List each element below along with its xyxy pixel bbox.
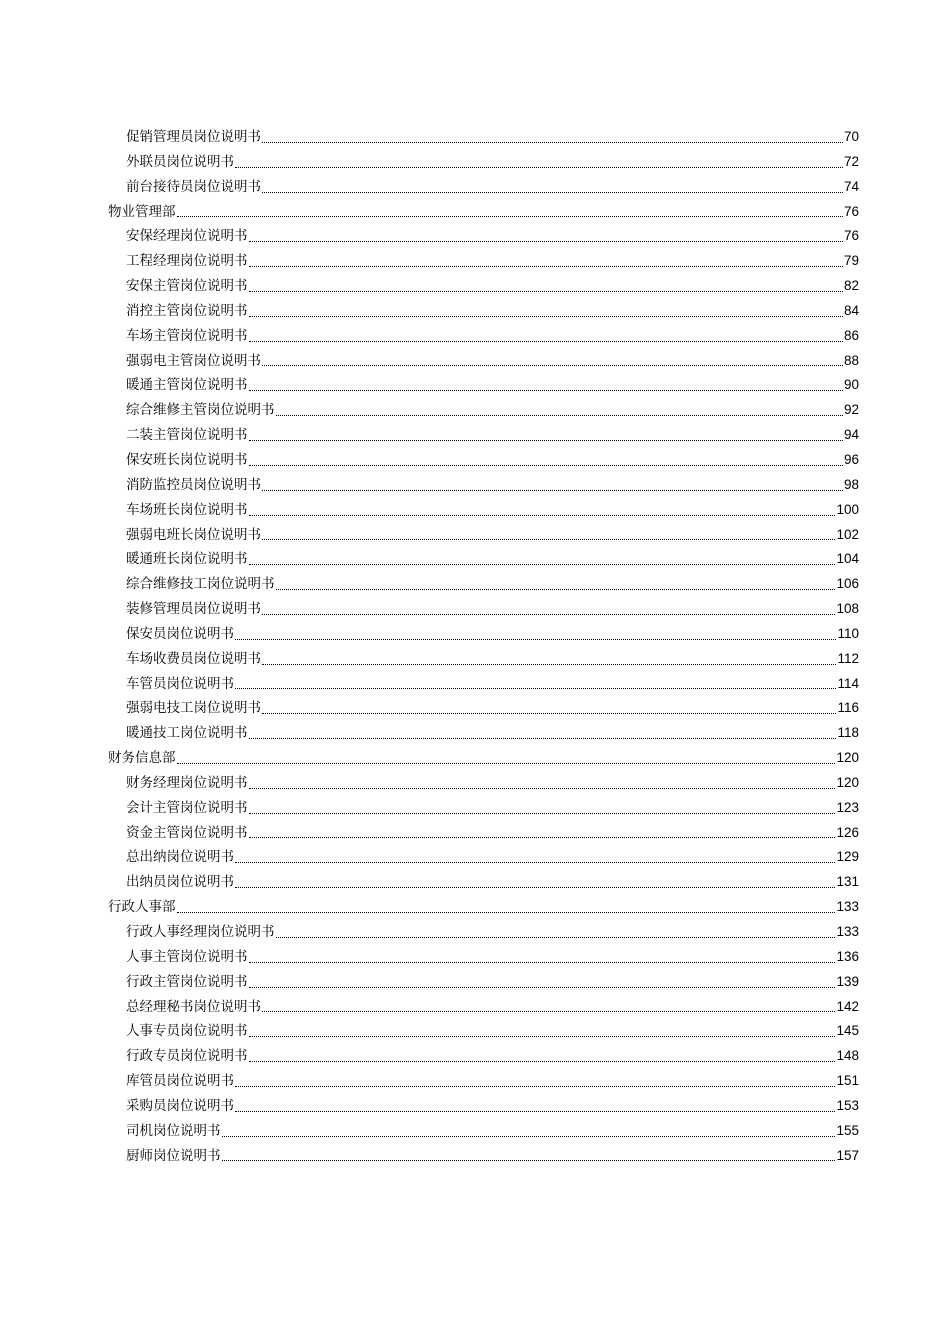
toc-entry-title: 会计主管岗位说明书: [126, 799, 248, 816]
toc-section-entry[interactable]: [108, 746, 859, 771]
toc-entry[interactable]: [108, 150, 859, 175]
toc-entry-title: 财务经理岗位说明书: [126, 774, 248, 791]
toc-entry[interactable]: [108, 299, 859, 324]
toc-entry[interactable]: [108, 821, 859, 846]
toc-entry-page-number: 100: [836, 501, 859, 517]
toc-entry-title: 车场班长岗位说明书: [126, 501, 248, 518]
toc-entry[interactable]: [108, 672, 859, 697]
toc-dot-leader: [276, 589, 836, 590]
toc-entry[interactable]: [108, 523, 859, 548]
toc-entry[interactable]: [108, 473, 859, 498]
toc-dot-leader: [235, 862, 835, 863]
toc-dot-leader: [235, 1111, 835, 1112]
toc-dot-leader: [249, 341, 843, 342]
toc-dot-leader: [249, 241, 843, 242]
toc-entry-title: 行政人事部: [108, 899, 176, 916]
toc-entry[interactable]: [108, 249, 859, 274]
toc-entry-page-number: 155: [836, 1122, 859, 1138]
toc-entry[interactable]: [108, 1044, 859, 1069]
toc-entry-title: 出纳员岗位说明书: [126, 874, 234, 891]
toc-entry-page-number: 120: [836, 774, 859, 790]
toc-entry-page-number: 88: [843, 352, 859, 368]
toc-entry-title: 物业管理部: [108, 203, 176, 220]
toc-entry-title: 消防监控员岗位说明书: [126, 476, 261, 493]
toc-dot-leader: [262, 490, 843, 491]
toc-entry-title: 促销管理员岗位说明书: [126, 129, 261, 145]
toc-entry-page-number: 96: [843, 451, 859, 467]
toc-entry-page-number: 126: [836, 824, 859, 840]
toc-entry-page-number: 108: [836, 601, 859, 617]
toc-dot-leader: [249, 1036, 836, 1037]
toc-entry[interactable]: [108, 1094, 859, 1119]
toc-entry[interactable]: [108, 224, 859, 249]
toc-entry-title: 总经理秘书岗位说明书: [126, 998, 261, 1015]
toc-entry-title: 车场收费员岗位说明书: [126, 650, 261, 667]
toc-dot-leader: [262, 614, 835, 615]
toc-entry-page-number: 118: [837, 725, 859, 741]
toc-entry-title: 车管员岗位说明书: [126, 675, 234, 692]
toc-entry-title: 强弱电主管岗位说明书: [126, 352, 261, 369]
toc-entry-page-number: 142: [836, 998, 859, 1014]
toc-entry[interactable]: [108, 696, 859, 721]
toc-entry[interactable]: [108, 622, 859, 647]
toc-entry-title: 暖通班长岗位说明书: [126, 551, 248, 568]
toc-entry-title: 厨师岗位说明书: [126, 1147, 221, 1164]
toc-entry-title: 财务信息部: [108, 750, 176, 767]
toc-dot-leader: [177, 216, 843, 217]
toc-entry-page-number: 136: [836, 948, 859, 964]
toc-entry[interactable]: [108, 1069, 859, 1094]
toc-entry-page-number: 153: [836, 1097, 859, 1113]
toc-dot-leader: [262, 1011, 835, 1012]
toc-entry[interactable]: [108, 125, 859, 150]
toc-entry-title: 保安员岗位说明书: [126, 625, 234, 642]
toc-entry-page-number: 82: [843, 278, 859, 294]
toc-entry-page-number: 76: [843, 203, 859, 219]
toc-dot-leader: [262, 713, 836, 714]
toc-entry-title: 司机岗位说明书: [126, 1122, 221, 1139]
toc-entry-page-number: 112: [837, 650, 859, 666]
toc-dot-leader: [249, 1061, 836, 1062]
toc-entry-page-number: 102: [836, 526, 859, 542]
toc-entry[interactable]: [108, 796, 859, 821]
toc-entry[interactable]: [108, 721, 859, 746]
toc-dot-leader: [262, 539, 835, 540]
toc-entry-title: 行政人事经理岗位说明书: [126, 924, 275, 940]
toc-entry[interactable]: [108, 945, 859, 970]
toc-entry-page-number: 157: [836, 1147, 859, 1163]
toc-entry[interactable]: [108, 1119, 859, 1144]
toc-entry[interactable]: [108, 970, 859, 995]
toc-entry-page-number: 86: [843, 327, 859, 343]
toc-dot-leader: [249, 440, 843, 441]
toc-entry[interactable]: [108, 572, 859, 597]
toc-entry[interactable]: [108, 771, 859, 796]
toc-entry-page-number: 84: [843, 302, 859, 318]
toc-dot-leader: [249, 465, 843, 466]
toc-entry[interactable]: [108, 1144, 859, 1169]
toc-dot-leader: [222, 1136, 836, 1137]
toc-entry-page-number: 129: [836, 849, 859, 865]
toc-entry-title: 库管员岗位说明书: [126, 1073, 234, 1090]
toc-entry-page-number: 106: [836, 576, 859, 592]
toc-entry[interactable]: [108, 398, 859, 423]
toc-entry-page-number: 92: [843, 402, 859, 418]
toc-entry-title: 暖通主管岗位说明书: [126, 377, 248, 394]
toc-dot-leader: [249, 390, 843, 391]
toc-entry-page-number: 133: [836, 924, 859, 939]
toc-entry[interactable]: [108, 920, 859, 945]
toc-dot-leader: [249, 837, 836, 838]
toc-dot-leader: [177, 912, 836, 913]
toc-entry-title: 消控主管岗位说明书: [126, 302, 248, 319]
toc-entry[interactable]: [108, 498, 859, 523]
toc-dot-leader: [235, 639, 836, 640]
toc-entry-page-number: 90: [843, 377, 859, 393]
toc-dot-leader: [249, 564, 836, 565]
toc-dot-leader: [262, 142, 843, 143]
toc-dot-leader: [249, 962, 836, 963]
toc-entry[interactable]: [108, 870, 859, 895]
toc-entry-page-number: 145: [836, 1023, 859, 1039]
toc-dot-leader: [276, 937, 836, 938]
toc-entry-title: 保安班长岗位说明书: [126, 451, 248, 468]
toc-entry-title: 安保主管岗位说明书: [126, 278, 248, 295]
table-of-contents: [108, 125, 859, 1168]
toc-entry-title: 强弱电技工岗位说明书: [126, 700, 261, 717]
toc-dot-leader: [249, 266, 843, 267]
toc-entry-page-number: 70: [843, 129, 859, 144]
toc-entry-title: 车场主管岗位说明书: [126, 327, 248, 344]
toc-entry-title: 综合维修技工岗位说明书: [126, 576, 275, 593]
toc-entry[interactable]: [108, 1019, 859, 1044]
toc-dot-leader: [235, 887, 835, 888]
toc-dot-leader: [262, 192, 843, 193]
toc-dot-leader: [177, 763, 836, 764]
toc-entry[interactable]: [108, 845, 859, 870]
toc-entry-title: 采购员岗位说明书: [126, 1097, 234, 1114]
toc-entry-page-number: 98: [843, 476, 859, 492]
toc-dot-leader: [249, 738, 837, 739]
toc-entry-page-number: 139: [836, 973, 859, 989]
toc-entry[interactable]: [108, 423, 859, 448]
toc-entry-page-number: 114: [837, 675, 859, 691]
toc-entry-title: 资金主管岗位说明书: [126, 824, 248, 841]
toc-entry-page-number: 148: [836, 1048, 859, 1064]
toc-entry-page-number: 104: [836, 551, 859, 567]
toc-entry-page-number: 151: [836, 1073, 859, 1089]
toc-dot-leader: [262, 664, 836, 665]
toc-entry-page-number: 116: [837, 700, 859, 716]
toc-entry-title: 人事主管岗位说明书: [126, 948, 248, 965]
toc-entry-title: 工程经理岗位说明书: [126, 253, 248, 270]
toc-entry-title: 人事专员岗位说明书: [126, 1023, 248, 1040]
toc-entry-page-number: 76: [843, 228, 859, 244]
toc-entry[interactable]: [108, 175, 859, 200]
toc-entry-title: 强弱电班长岗位说明书: [126, 526, 261, 543]
toc-entry-title: 总出纳岗位说明书: [126, 849, 234, 866]
toc-entry-title: 综合维修主管岗位说明书: [126, 402, 275, 419]
toc-entry[interactable]: [108, 274, 859, 299]
toc-dot-leader: [235, 1086, 835, 1087]
toc-entry[interactable]: [108, 373, 859, 398]
toc-dot-leader: [249, 515, 836, 516]
toc-section-entry[interactable]: [108, 200, 859, 225]
toc-dot-leader: [276, 415, 843, 416]
toc-dot-leader: [249, 813, 836, 814]
toc-entry-page-number: 74: [843, 178, 859, 194]
toc-entry-page-number: 131: [836, 874, 859, 890]
toc-dot-leader: [249, 316, 843, 317]
toc-entry-page-number: 72: [843, 153, 859, 169]
toc-entry-title: 前台接待员岗位说明书: [126, 178, 261, 195]
toc-dot-leader: [249, 987, 836, 988]
toc-entry[interactable]: [108, 324, 859, 349]
toc-entry[interactable]: [108, 547, 859, 572]
toc-entry-title: 行政专员岗位说明书: [126, 1048, 248, 1065]
toc-dot-leader: [222, 1160, 836, 1161]
toc-entry-page-number: 110: [837, 625, 859, 641]
toc-entry-title: 安保经理岗位说明书: [126, 228, 248, 245]
toc-entry-title: 二装主管岗位说明书: [126, 427, 248, 444]
toc-entry[interactable]: [108, 597, 859, 622]
toc-entry[interactable]: [108, 647, 859, 672]
toc-entry-page-number: 120: [836, 750, 859, 766]
toc-entry-title: 暖通技工岗位说明书: [126, 725, 248, 742]
toc-dot-leader: [249, 788, 836, 789]
toc-section-entry[interactable]: [108, 895, 859, 920]
toc-dot-leader: [235, 688, 836, 689]
toc-entry[interactable]: [108, 448, 859, 473]
toc-dot-leader: [262, 365, 843, 366]
toc-entry-page-number: 79: [843, 253, 859, 269]
toc-dot-leader: [249, 291, 843, 292]
toc-entry-page-number: 123: [836, 799, 859, 815]
toc-entry-title: 外联员岗位说明书: [126, 153, 234, 170]
toc-entry[interactable]: [108, 349, 859, 374]
toc-entry-title: 行政主管岗位说明书: [126, 973, 248, 990]
toc-entry-page-number: 133: [836, 899, 859, 915]
toc-entry[interactable]: [108, 995, 859, 1020]
toc-entry-title: 装修管理员岗位说明书: [126, 601, 261, 618]
toc-dot-leader: [235, 167, 843, 168]
toc-entry-page-number: 94: [843, 427, 859, 443]
